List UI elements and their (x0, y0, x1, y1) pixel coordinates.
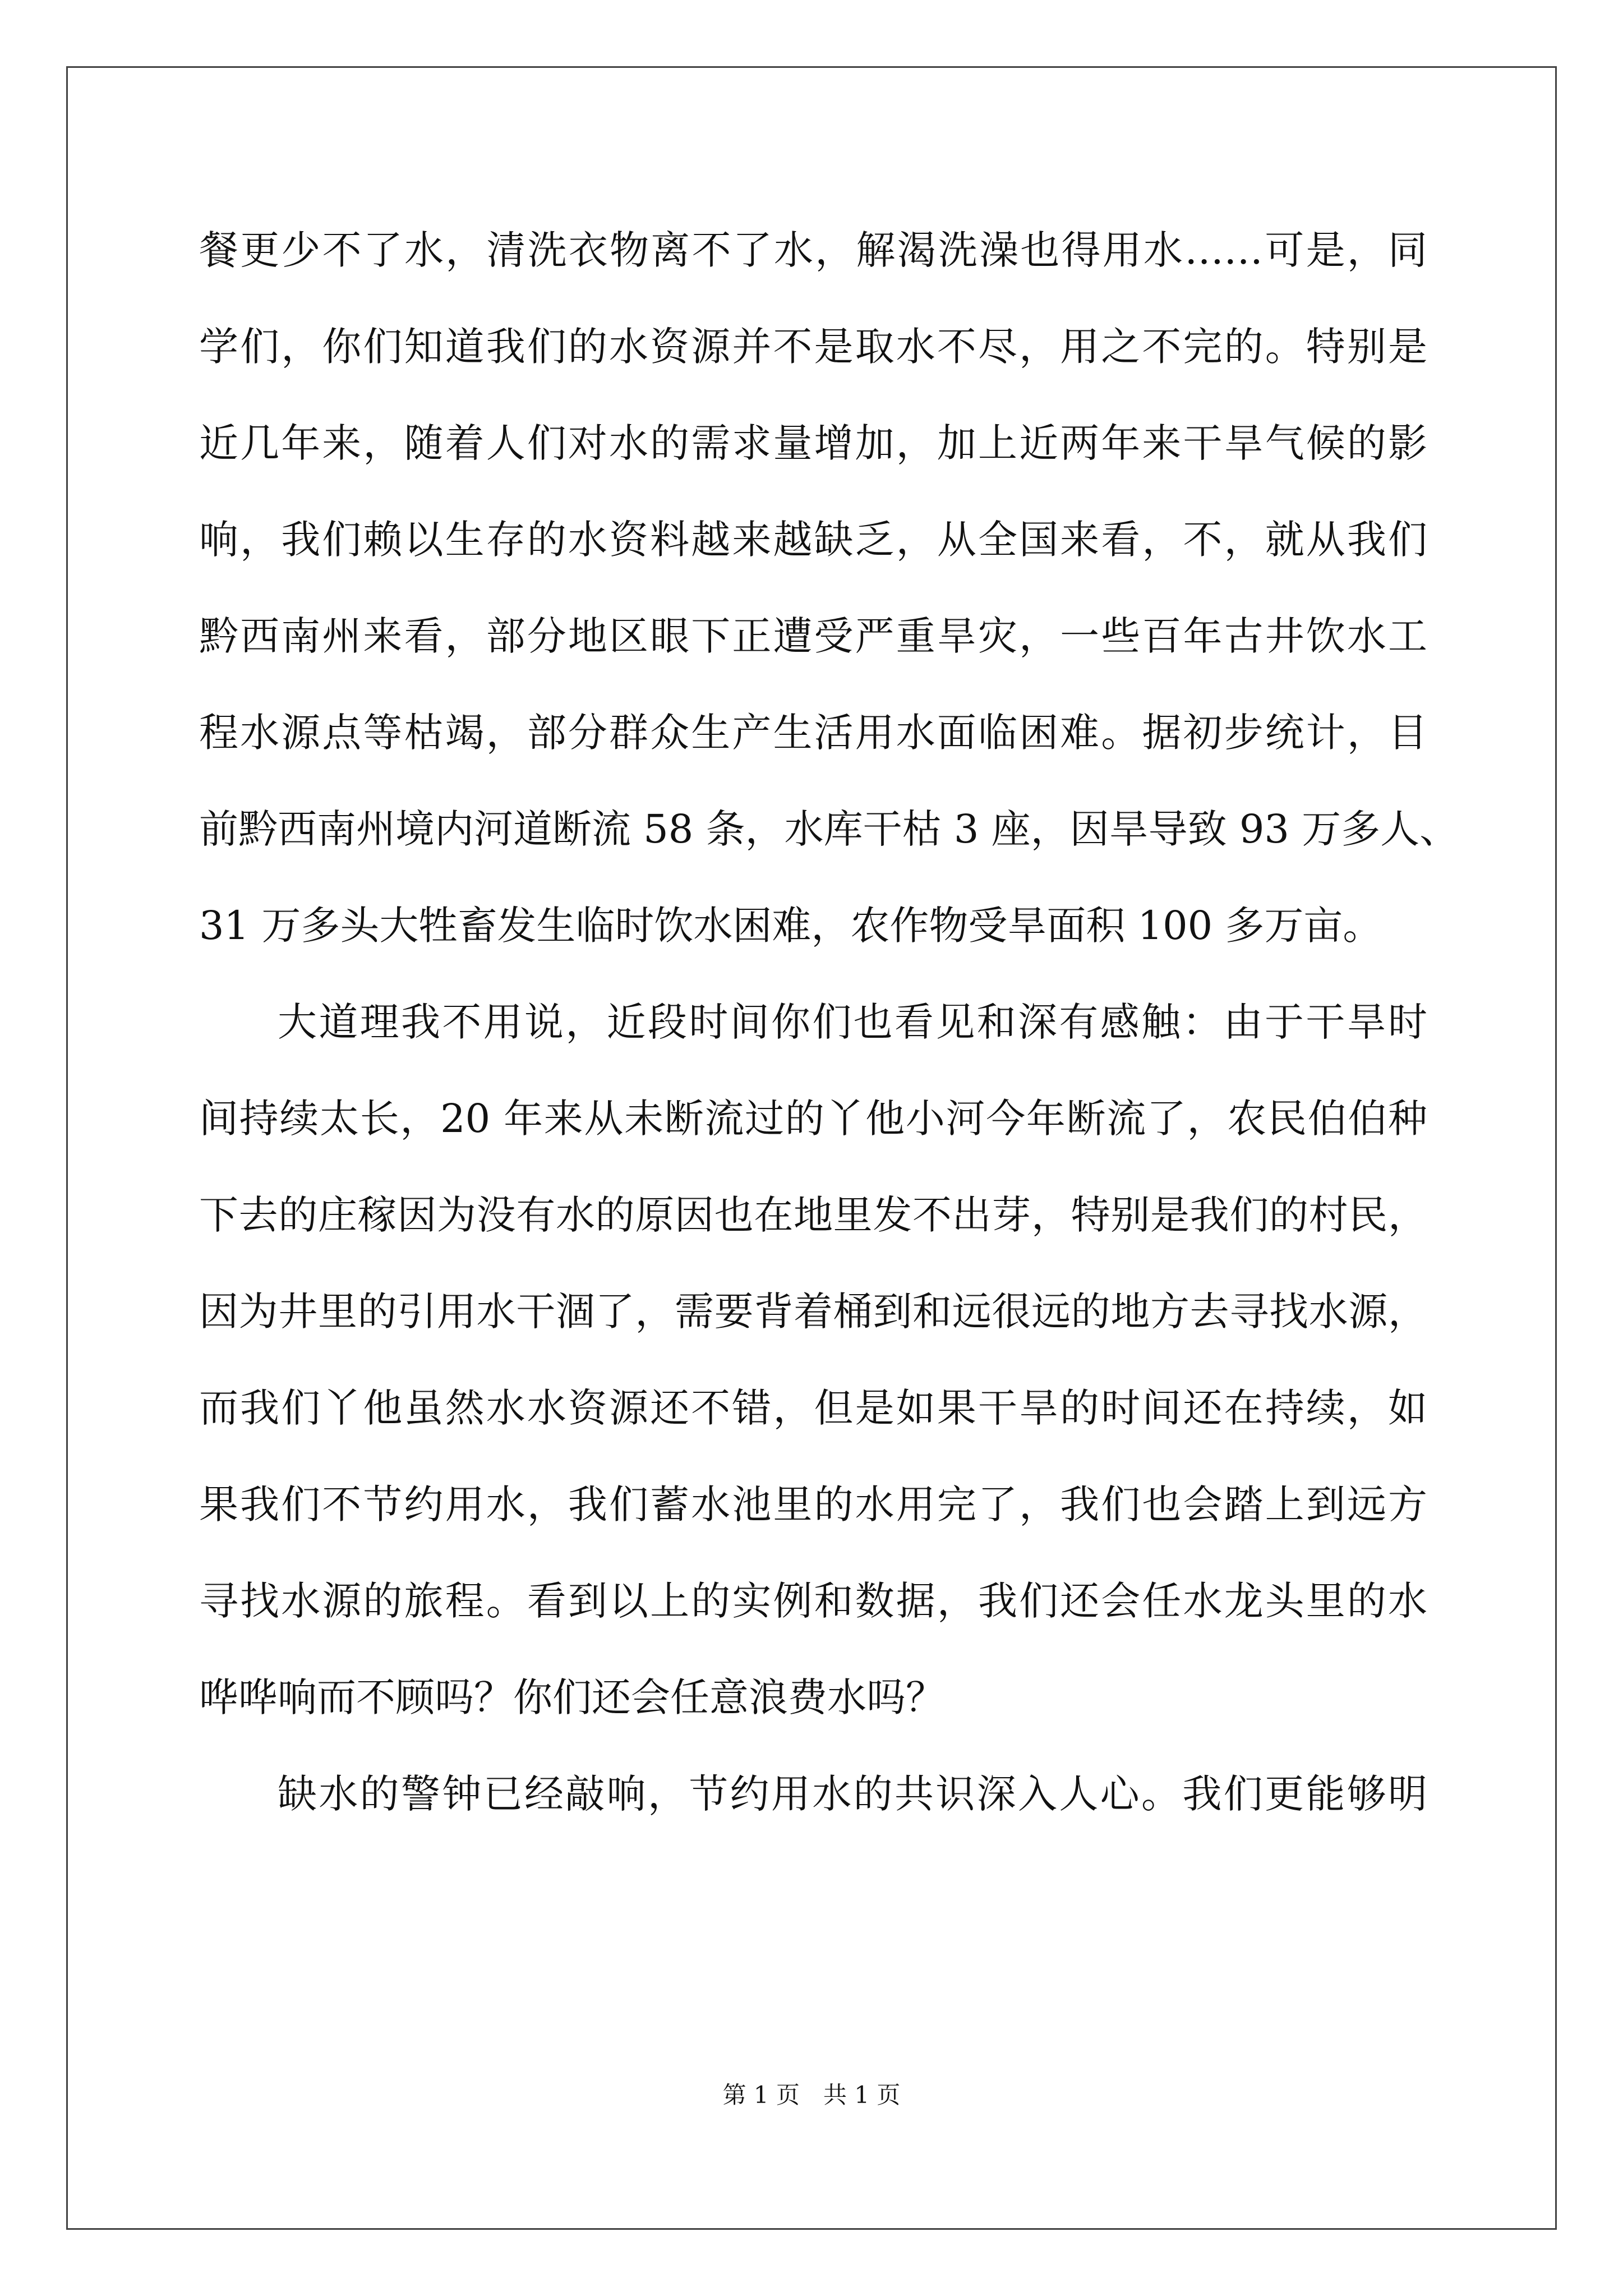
text-line: 哗哗响而不顾吗？你们还会任意浪费水吗？ (199, 1674, 945, 1720)
text-line: 果我们不节约用水，我们蓄水池里的水用完了，我们也会踏上到远方 (199, 1481, 1427, 1527)
text-line: 下去的庄稼因为没有水的原因也在地里发不出芽，特别是我们的村民， (199, 1192, 1427, 1238)
text-line: 31 万多头大牲畜发生临时饮水困难，农作物受旱面积 100 多万亩。 (199, 903, 1382, 949)
text-line: 而我们丫他虽然水水资源还不错，但是如果干旱的时间还在持续，如 (199, 1385, 1427, 1431)
page-footer: 第 1 页 共 1 页 (722, 2081, 901, 2109)
text-line: 响，我们赖以生存的水资料越来越缺乏，从全国来看，不，就从我们 (199, 517, 1427, 563)
text-line: 学们，你们知道我们的水资源并不是取水不尽，用之不完的。特别是 (199, 324, 1427, 370)
text-line: 因为井里的引用水干涸了，需要背着桶到和远很远的地方去寻找水源， (199, 1289, 1427, 1335)
text-line: 程水源点等枯竭，部分群众生产生活用水面临困难。据初步统计，目 (199, 710, 1427, 756)
paragraph-start-line: 缺水的警钟已经敲响，节约用水的共识深入人心。我们更能够明 (278, 1771, 1427, 1817)
text-line: 黔西南州来看，部分地区眼下正遭受严重旱灾，一些百年古井饮水工 (199, 613, 1427, 659)
document-body (199, 202, 1459, 1842)
paragraph-start-line: 大道理我不用说，近段时间你们也看见和深有感触：由于干旱时 (278, 999, 1427, 1045)
text-line: 寻找水源的旅程。看到以上的实例和数据，我们还会任水龙头里的水 (199, 1578, 1427, 1624)
text-line: 餐更少不了水，清洗衣物离不了水，解渴洗澡也得用水……可是，同 (199, 227, 1427, 273)
text-line: 近几年来，随着人们对水的需求量增加，加上近两年来干旱气候的影 (199, 420, 1427, 466)
text-line: 间持续太长，20 年来从未断流过的丫他小河今年断流了，农民伯伯种 (199, 1096, 1427, 1142)
text-line: 前黔西南州境内河道断流 58 条，水库干枯 3 座，因旱导致 93 万多人、 (199, 806, 1459, 852)
